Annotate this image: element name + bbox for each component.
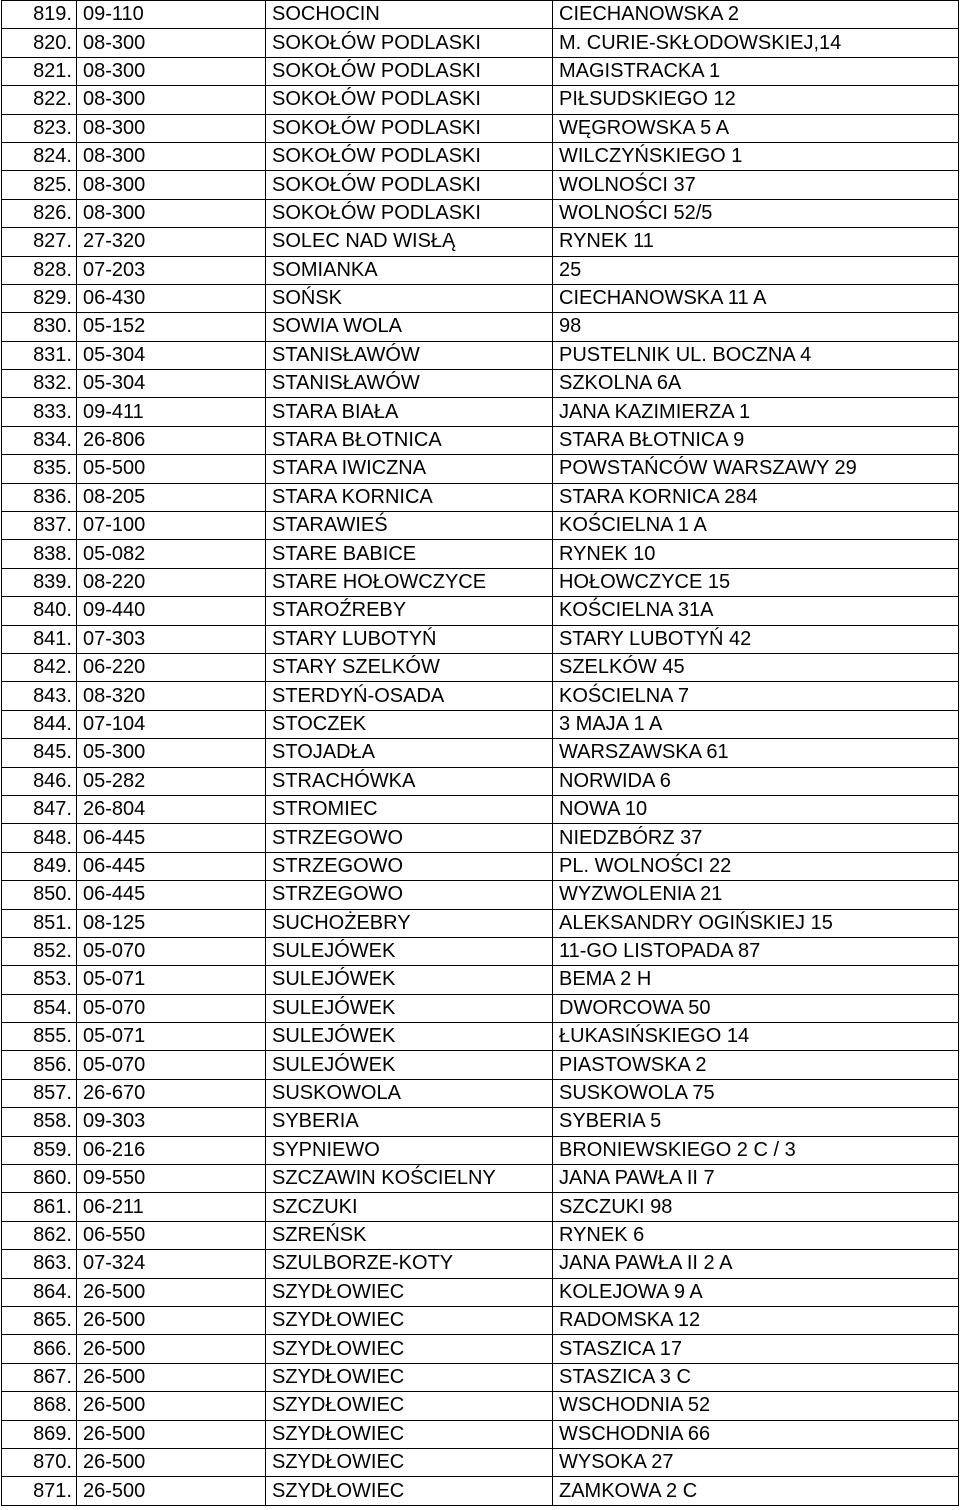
- street-address-cell: ŁUKASIŃSKIEGO 14: [553, 1023, 959, 1051]
- city-cell: SOCHOCIN: [266, 1, 553, 29]
- city-cell: STARA BIAŁA: [266, 398, 553, 426]
- postal-code-cell: 26-806: [77, 426, 266, 454]
- city-cell: SULEJÓWEK: [266, 1023, 553, 1051]
- city-cell: SOKOŁÓW PODLASKI: [266, 114, 553, 142]
- postal-code-cell: 05-070: [77, 994, 266, 1022]
- row-number-cell: 825.: [2, 171, 77, 199]
- postal-code-cell: 07-324: [77, 1250, 266, 1278]
- table-row: [2, 568, 959, 596]
- city-cell: SULEJÓWEK: [266, 966, 553, 994]
- table-row: [2, 228, 959, 256]
- postal-code-cell: 06-445: [77, 852, 266, 880]
- row-number-cell: 865.: [2, 1306, 77, 1334]
- city-cell: SOWIA WOLA: [266, 313, 553, 341]
- table-row: [2, 1392, 959, 1420]
- table-row: [2, 1221, 959, 1249]
- row-number-cell: 847.: [2, 795, 77, 823]
- address-table: [1, 0, 959, 1506]
- street-address-cell: WSCHODNIA 52: [553, 1392, 959, 1420]
- row-number-cell: 850.: [2, 881, 77, 909]
- city-cell: STRZEGOWO: [266, 824, 553, 852]
- postal-code-cell: 26-670: [77, 1079, 266, 1107]
- row-number-cell: 822.: [2, 86, 77, 114]
- row-number-cell: 842.: [2, 653, 77, 681]
- city-cell: SZREŃSK: [266, 1221, 553, 1249]
- postal-code-cell: 26-500: [77, 1363, 266, 1391]
- table-row: [2, 57, 959, 85]
- table-row: [2, 171, 959, 199]
- city-cell: STANISŁAWÓW: [266, 370, 553, 398]
- city-cell: SZYDŁOWIEC: [266, 1392, 553, 1420]
- table-row: [2, 1, 959, 29]
- row-number-cell: 845.: [2, 739, 77, 767]
- postal-code-cell: 26-500: [77, 1392, 266, 1420]
- row-number-cell: 857.: [2, 1079, 77, 1107]
- table-row: [2, 597, 959, 625]
- table-row: [2, 1108, 959, 1136]
- city-cell: STERDYŃ-OSADA: [266, 682, 553, 710]
- row-number-cell: 844.: [2, 710, 77, 738]
- city-cell: STRZEGOWO: [266, 881, 553, 909]
- table-row: [2, 1193, 959, 1221]
- city-cell: SOLEC NAD WISŁĄ: [266, 228, 553, 256]
- city-cell: SZYDŁOWIEC: [266, 1278, 553, 1306]
- row-number-cell: 868.: [2, 1392, 77, 1420]
- street-address-cell: 98: [553, 313, 959, 341]
- street-address-cell: STARA BŁOTNICA 9: [553, 426, 959, 454]
- row-number-cell: 819.: [2, 1, 77, 29]
- row-number-cell: 824.: [2, 142, 77, 170]
- postal-code-cell: 26-500: [77, 1420, 266, 1448]
- row-number-cell: 839.: [2, 568, 77, 596]
- city-cell: SOMIANKA: [266, 256, 553, 284]
- table-row: [2, 1250, 959, 1278]
- row-number-cell: 851.: [2, 909, 77, 937]
- postal-code-cell: 08-300: [77, 199, 266, 227]
- postal-code-cell: 05-070: [77, 1051, 266, 1079]
- postal-code-cell: 06-445: [77, 881, 266, 909]
- postal-code-cell: 06-220: [77, 653, 266, 681]
- table-row: [2, 682, 959, 710]
- postal-code-cell: 09-440: [77, 597, 266, 625]
- street-address-cell: HOŁOWCZYCE 15: [553, 568, 959, 596]
- street-address-cell: JANA PAWŁA II 2 A: [553, 1250, 959, 1278]
- street-address-cell: WYZWOLENIA 21: [553, 881, 959, 909]
- row-number-cell: 840.: [2, 597, 77, 625]
- postal-code-cell: 08-320: [77, 682, 266, 710]
- row-number-cell: 843.: [2, 682, 77, 710]
- postal-code-cell: 07-203: [77, 256, 266, 284]
- postal-code-cell: 09-411: [77, 398, 266, 426]
- table-row: [2, 852, 959, 880]
- street-address-cell: M. CURIE-SKŁODOWSKIEJ,14: [553, 29, 959, 57]
- table-row: [2, 256, 959, 284]
- postal-code-cell: 09-110: [77, 1, 266, 29]
- street-address-cell: DWORCOWA 50: [553, 994, 959, 1022]
- postal-code-cell: 26-500: [77, 1278, 266, 1306]
- table-row: [2, 625, 959, 653]
- street-address-cell: WOLNOŚCI 52/5: [553, 199, 959, 227]
- postal-code-cell: 05-082: [77, 540, 266, 568]
- city-cell: STARE HOŁOWCZYCE: [266, 568, 553, 596]
- street-address-cell: RYNEK 6: [553, 1221, 959, 1249]
- table-row: [2, 881, 959, 909]
- city-cell: STARAWIEŚ: [266, 512, 553, 540]
- city-cell: STARY LUBOTYŃ: [266, 625, 553, 653]
- table-row: [2, 937, 959, 965]
- row-number-cell: 836.: [2, 483, 77, 511]
- city-cell: SOKOŁÓW PODLASKI: [266, 86, 553, 114]
- table-row: [2, 1079, 959, 1107]
- row-number-cell: 828.: [2, 256, 77, 284]
- row-number-cell: 826.: [2, 199, 77, 227]
- table-row: [2, 86, 959, 114]
- street-address-cell: RADOMSKA 12: [553, 1306, 959, 1334]
- postal-code-cell: 07-303: [77, 625, 266, 653]
- postal-code-cell: 05-152: [77, 313, 266, 341]
- table-row: [2, 341, 959, 369]
- street-address-cell: RYNEK 10: [553, 540, 959, 568]
- city-cell: STRACHÓWKA: [266, 767, 553, 795]
- row-number-cell: 821.: [2, 57, 77, 85]
- postal-code-cell: 26-804: [77, 795, 266, 823]
- postal-code-cell: 08-300: [77, 142, 266, 170]
- postal-code-cell: 26-500: [77, 1335, 266, 1363]
- row-number-cell: 848.: [2, 824, 77, 852]
- row-number-cell: 852.: [2, 937, 77, 965]
- city-cell: STROMIEC: [266, 795, 553, 823]
- street-address-cell: PIŁSUDSKIEGO 12: [553, 86, 959, 114]
- table-row: [2, 739, 959, 767]
- street-address-cell: POWSTAŃCÓW WARSZAWY 29: [553, 455, 959, 483]
- address-table-body: [2, 1, 959, 1506]
- postal-code-cell: 26-500: [77, 1477, 266, 1505]
- city-cell: STARY SZELKÓW: [266, 653, 553, 681]
- table-row: [2, 909, 959, 937]
- postal-code-cell: 09-550: [77, 1165, 266, 1193]
- row-number-cell: 856.: [2, 1051, 77, 1079]
- postal-code-cell: 08-300: [77, 29, 266, 57]
- street-address-cell: CIECHANOWSKA 2: [553, 1, 959, 29]
- table-row: [2, 1136, 959, 1164]
- street-address-cell: WSCHODNIA 66: [553, 1420, 959, 1448]
- postal-code-cell: 06-211: [77, 1193, 266, 1221]
- city-cell: SZYDŁOWIEC: [266, 1420, 553, 1448]
- postal-code-cell: 05-071: [77, 1023, 266, 1051]
- city-cell: SOKOŁÓW PODLASKI: [266, 57, 553, 85]
- street-address-cell: STARY LUBOTYŃ 42: [553, 625, 959, 653]
- street-address-cell: KOŚCIELNA 31A: [553, 597, 959, 625]
- street-address-cell: BEMA 2 H: [553, 966, 959, 994]
- postal-code-cell: 26-500: [77, 1448, 266, 1476]
- postal-code-cell: 06-430: [77, 284, 266, 312]
- table-row: [2, 994, 959, 1022]
- table-row: [2, 710, 959, 738]
- table-row: [2, 426, 959, 454]
- postal-code-cell: 08-300: [77, 171, 266, 199]
- postal-code-cell: 08-300: [77, 86, 266, 114]
- table-row: [2, 1306, 959, 1334]
- row-number-cell: 833.: [2, 398, 77, 426]
- postal-code-cell: 05-300: [77, 739, 266, 767]
- street-address-cell: 25: [553, 256, 959, 284]
- table-row: [2, 284, 959, 312]
- table-row: [2, 1278, 959, 1306]
- street-address-cell: NIEDZBÓRZ 37: [553, 824, 959, 852]
- city-cell: SOŃSK: [266, 284, 553, 312]
- city-cell: STARE BABICE: [266, 540, 553, 568]
- table-row: [2, 1477, 959, 1505]
- table-row: [2, 370, 959, 398]
- city-cell: SZYDŁOWIEC: [266, 1335, 553, 1363]
- city-cell: SULEJÓWEK: [266, 994, 553, 1022]
- row-number-cell: 871.: [2, 1477, 77, 1505]
- city-cell: SOKOŁÓW PODLASKI: [266, 199, 553, 227]
- row-number-cell: 862.: [2, 1221, 77, 1249]
- row-number-cell: 863.: [2, 1250, 77, 1278]
- row-number-cell: 834.: [2, 426, 77, 454]
- row-number-cell: 830.: [2, 313, 77, 341]
- postal-code-cell: 09-303: [77, 1108, 266, 1136]
- postal-code-cell: 07-100: [77, 512, 266, 540]
- city-cell: SZCZAWIN KOŚCIELNY: [266, 1165, 553, 1193]
- table-row: [2, 824, 959, 852]
- postal-code-cell: 08-300: [77, 114, 266, 142]
- row-number-cell: 829.: [2, 284, 77, 312]
- row-number-cell: 860.: [2, 1165, 77, 1193]
- city-cell: SYBERIA: [266, 1108, 553, 1136]
- street-address-cell: RYNEK 11: [553, 228, 959, 256]
- row-number-cell: 854.: [2, 994, 77, 1022]
- row-number-cell: 849.: [2, 852, 77, 880]
- table-row: [2, 398, 959, 426]
- street-address-cell: NORWIDA 6: [553, 767, 959, 795]
- row-number-cell: 820.: [2, 29, 77, 57]
- postal-code-cell: 26-500: [77, 1306, 266, 1334]
- city-cell: SZYDŁOWIEC: [266, 1448, 553, 1476]
- city-cell: SULEJÓWEK: [266, 937, 553, 965]
- street-address-cell: SZCZUKI 98: [553, 1193, 959, 1221]
- street-address-cell: PL. WOLNOŚCI 22: [553, 852, 959, 880]
- street-address-cell: SZELKÓW 45: [553, 653, 959, 681]
- postal-code-cell: 08-300: [77, 57, 266, 85]
- street-address-cell: SYBERIA 5: [553, 1108, 959, 1136]
- row-number-cell: 823.: [2, 114, 77, 142]
- street-address-cell: JANA PAWŁA II 7: [553, 1165, 959, 1193]
- street-address-cell: 3 MAJA 1 A: [553, 710, 959, 738]
- row-number-cell: 835.: [2, 455, 77, 483]
- table-row: [2, 1448, 959, 1476]
- table-row: [2, 483, 959, 511]
- city-cell: SOKOŁÓW PODLASKI: [266, 142, 553, 170]
- city-cell: SUSKOWOLA: [266, 1079, 553, 1107]
- row-number-cell: 864.: [2, 1278, 77, 1306]
- street-address-cell: WOLNOŚCI 37: [553, 171, 959, 199]
- street-address-cell: STASZICA 3 C: [553, 1363, 959, 1391]
- table-row: [2, 114, 959, 142]
- postal-code-cell: 05-282: [77, 767, 266, 795]
- row-number-cell: 853.: [2, 966, 77, 994]
- row-number-cell: 870.: [2, 1448, 77, 1476]
- street-address-cell: SZKOLNA 6A: [553, 370, 959, 398]
- city-cell: STARA BŁOTNICA: [266, 426, 553, 454]
- city-cell: SOKOŁÓW PODLASKI: [266, 171, 553, 199]
- street-address-cell: STARA KORNICA 284: [553, 483, 959, 511]
- city-cell: SOKOŁÓW PODLASKI: [266, 29, 553, 57]
- row-number-cell: 831.: [2, 341, 77, 369]
- postal-code-cell: 08-205: [77, 483, 266, 511]
- postal-code-cell: 05-070: [77, 937, 266, 965]
- street-address-cell: SUSKOWOLA 75: [553, 1079, 959, 1107]
- table-row: [2, 1420, 959, 1448]
- street-address-cell: PIASTOWSKA 2: [553, 1051, 959, 1079]
- postal-code-cell: 05-304: [77, 341, 266, 369]
- table-row: [2, 455, 959, 483]
- street-address-cell: MAGISTRACKA 1: [553, 57, 959, 85]
- postal-code-cell: 08-125: [77, 909, 266, 937]
- table-row: [2, 540, 959, 568]
- table-row: [2, 795, 959, 823]
- table-row: [2, 1363, 959, 1391]
- city-cell: SZCZUKI: [266, 1193, 553, 1221]
- postal-code-cell: 06-445: [77, 824, 266, 852]
- city-cell: SUCHOŻEBRY: [266, 909, 553, 937]
- street-address-cell: BRONIEWSKIEGO 2 C / 3: [553, 1136, 959, 1164]
- row-number-cell: 855.: [2, 1023, 77, 1051]
- row-number-cell: 861.: [2, 1193, 77, 1221]
- street-address-cell: KOŚCIELNA 7: [553, 682, 959, 710]
- postal-code-cell: 06-216: [77, 1136, 266, 1164]
- row-number-cell: 841.: [2, 625, 77, 653]
- city-cell: STRZEGOWO: [266, 852, 553, 880]
- row-number-cell: 867.: [2, 1363, 77, 1391]
- city-cell: STOJADŁA: [266, 739, 553, 767]
- street-address-cell: PUSTELNIK UL. BOCZNA 4: [553, 341, 959, 369]
- street-address-cell: WĘGROWSKA 5 A: [553, 114, 959, 142]
- table-row: [2, 653, 959, 681]
- street-address-cell: JANA KAZIMIERZA 1: [553, 398, 959, 426]
- city-cell: SZYDŁOWIEC: [266, 1477, 553, 1505]
- table-row: [2, 199, 959, 227]
- table-row: [2, 1165, 959, 1193]
- street-address-cell: NOWA 10: [553, 795, 959, 823]
- row-number-cell: 837.: [2, 512, 77, 540]
- table-row: [2, 142, 959, 170]
- table-row: [2, 512, 959, 540]
- table-row: [2, 1051, 959, 1079]
- city-cell: SULEJÓWEK: [266, 1051, 553, 1079]
- city-cell: SZYDŁOWIEC: [266, 1306, 553, 1334]
- row-number-cell: 859.: [2, 1136, 77, 1164]
- row-number-cell: 846.: [2, 767, 77, 795]
- city-cell: STARA IWICZNA: [266, 455, 553, 483]
- table-row: [2, 1023, 959, 1051]
- table-row: [2, 313, 959, 341]
- row-number-cell: 838.: [2, 540, 77, 568]
- city-cell: STARA KORNICA: [266, 483, 553, 511]
- postal-code-cell: 08-220: [77, 568, 266, 596]
- city-cell: STANISŁAWÓW: [266, 341, 553, 369]
- city-cell: SZULBORZE-KOTY: [266, 1250, 553, 1278]
- street-address-cell: ALEKSANDRY OGIŃSKIEJ 15: [553, 909, 959, 937]
- table-row: [2, 1335, 959, 1363]
- row-number-cell: 827.: [2, 228, 77, 256]
- row-number-cell: 832.: [2, 370, 77, 398]
- table-row: [2, 29, 959, 57]
- street-address-cell: WYSOKA 27: [553, 1448, 959, 1476]
- postal-code-cell: 05-304: [77, 370, 266, 398]
- street-address-cell: WARSZAWSKA 61: [553, 739, 959, 767]
- street-address-cell: STASZICA 17: [553, 1335, 959, 1363]
- city-cell: STOCZEK: [266, 710, 553, 738]
- street-address-cell: KOLEJOWA 9 A: [553, 1278, 959, 1306]
- table-row: [2, 966, 959, 994]
- postal-code-cell: 27-320: [77, 228, 266, 256]
- postal-code-cell: 05-500: [77, 455, 266, 483]
- city-cell: SZYDŁOWIEC: [266, 1363, 553, 1391]
- postal-code-cell: 05-071: [77, 966, 266, 994]
- street-address-cell: WILCZYŃSKIEGO 1: [553, 142, 959, 170]
- postal-code-cell: 07-104: [77, 710, 266, 738]
- street-address-cell: 11-GO LISTOPADA 87: [553, 937, 959, 965]
- row-number-cell: 858.: [2, 1108, 77, 1136]
- row-number-cell: 866.: [2, 1335, 77, 1363]
- city-cell: STAROŹREBY: [266, 597, 553, 625]
- street-address-cell: CIECHANOWSKA 11 A: [553, 284, 959, 312]
- table-row: [2, 767, 959, 795]
- street-address-cell: KOŚCIELNA 1 A: [553, 512, 959, 540]
- street-address-cell: ZAMKOWA 2 C: [553, 1477, 959, 1505]
- city-cell: SYPNIEWO: [266, 1136, 553, 1164]
- postal-code-cell: 06-550: [77, 1221, 266, 1249]
- row-number-cell: 869.: [2, 1420, 77, 1448]
